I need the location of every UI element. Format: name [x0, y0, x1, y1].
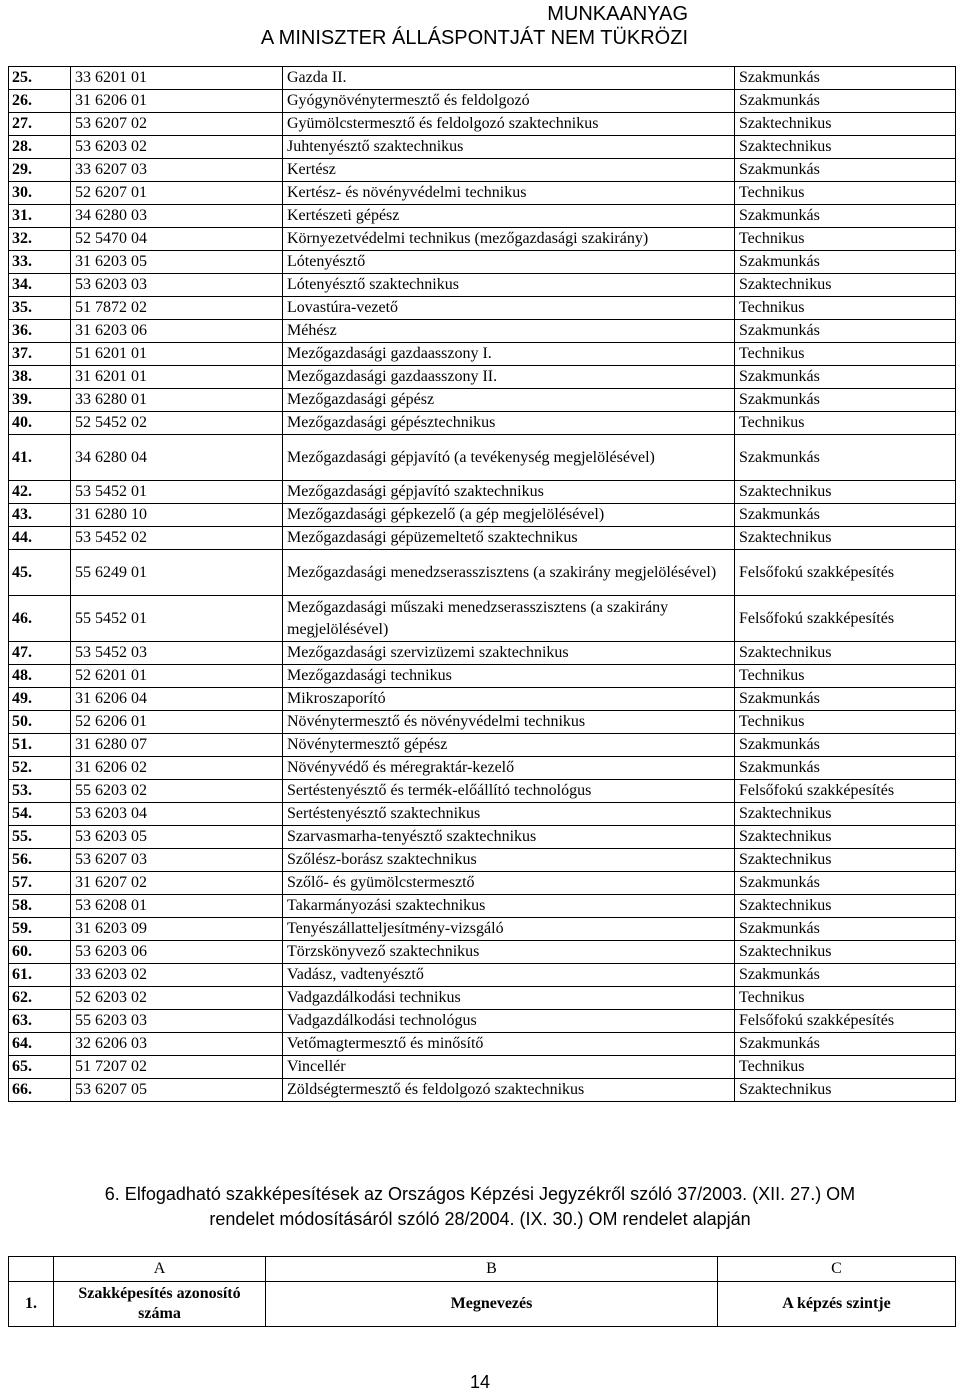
header-line-1: MUNKAANYAG — [547, 3, 688, 25]
level-cell: Szakmunkás — [735, 504, 956, 527]
level-cell: Szakmunkás — [735, 872, 956, 895]
name-cell: Vincellér — [283, 1056, 735, 1079]
row-number-cell: 65. — [9, 1056, 71, 1079]
level-cell: Szakmunkás — [735, 435, 956, 481]
table-row — [9, 274, 956, 297]
code-cell: 53 6203 02 — [71, 136, 283, 159]
code-cell: 55 6203 03 — [71, 1010, 283, 1033]
name-cell: Sertéstenyésztő szaktechnikus — [283, 803, 735, 826]
level-cell: Felsőfokú szakképesítés — [735, 550, 956, 596]
level-cell: Technikus — [735, 1056, 956, 1079]
row-number-cell: 50. — [9, 711, 71, 734]
row-number-cell: 63. — [9, 1010, 71, 1033]
code-cell: 55 5452 01 — [71, 596, 283, 642]
table-row — [9, 90, 956, 113]
accepted-qualifications-table — [8, 1256, 956, 1327]
row-number-cell: 31. — [9, 205, 71, 228]
name-cell: Méhész — [283, 320, 735, 343]
level-cell: Szakmunkás — [735, 366, 956, 389]
code-cell: 55 6203 02 — [71, 780, 283, 803]
code-cell: 31 6206 02 — [71, 757, 283, 780]
corner-cell — [9, 1257, 54, 1282]
table-row — [9, 205, 956, 228]
row-number-cell: 40. — [9, 412, 71, 435]
row-number-cell: 49. — [9, 688, 71, 711]
level-cell: Technikus — [735, 343, 956, 366]
code-cell: 53 6207 03 — [71, 849, 283, 872]
name-cell: Szarvasmarha-tenyésztő szaktechnikus — [283, 826, 735, 849]
name-cell: Kertész — [283, 159, 735, 182]
column-header-row — [9, 1282, 956, 1327]
header-identifier: Szakképesítés azonosító száma — [54, 1282, 266, 1327]
row-number-cell: 27. — [9, 113, 71, 136]
level-cell: Felsőfokú szakképesítés — [735, 780, 956, 803]
table-row — [9, 550, 956, 596]
table-row — [9, 67, 956, 90]
table-row — [9, 987, 956, 1010]
code-cell: 52 5470 04 — [71, 228, 283, 251]
name-cell: Gyümölcstermesztő és feldolgozó szaktechnikus — [283, 113, 735, 136]
column-letter-row — [9, 1257, 956, 1282]
table-row — [9, 136, 956, 159]
row-number-cell: 34. — [9, 274, 71, 297]
level-cell: Szaktechnikus — [735, 849, 956, 872]
row-number-cell: 66. — [9, 1079, 71, 1102]
row-number-cell: 42. — [9, 481, 71, 504]
name-cell: Mezőgazdasági műszaki menedzserasszisztens (a szakirány megjelölésével) — [283, 596, 735, 642]
code-cell: 31 6203 09 — [71, 918, 283, 941]
code-cell: 53 6208 01 — [71, 895, 283, 918]
name-cell: Mezőgazdasági menedzserasszisztens (a szakirány megjelölésével) — [283, 550, 735, 596]
code-cell: 52 6201 01 — [71, 665, 283, 688]
level-cell: Szaktechnikus — [735, 642, 956, 665]
row-number-cell: 33. — [9, 251, 71, 274]
code-cell: 53 6203 05 — [71, 826, 283, 849]
code-cell: 33 6207 03 — [71, 159, 283, 182]
name-cell: Szőlő- és gyümölcstermesztő — [283, 872, 735, 895]
table-row — [9, 849, 956, 872]
column-letter-c: C — [718, 1257, 956, 1282]
code-cell: 53 6203 06 — [71, 941, 283, 964]
name-cell: Lótenyésztő — [283, 251, 735, 274]
code-cell: 53 5452 01 — [71, 481, 283, 504]
row-number-cell: 45. — [9, 550, 71, 596]
code-cell: 52 5452 02 — [71, 412, 283, 435]
level-cell: Szakmunkás — [735, 964, 956, 987]
code-cell: 31 6206 04 — [71, 688, 283, 711]
row-number-cell: 59. — [9, 918, 71, 941]
row-number-cell: 28. — [9, 136, 71, 159]
name-cell: Vadgazdálkodási technikus — [283, 987, 735, 1010]
name-cell: Növényvédő és méregraktár-kezelő — [283, 757, 735, 780]
name-cell: Gyógynövénytermesztő és feldolgozó — [283, 90, 735, 113]
name-cell: Kertészeti gépész — [283, 205, 735, 228]
level-cell: Szakmunkás — [735, 90, 956, 113]
name-cell: Vadász, vadtenyésztő — [283, 964, 735, 987]
column-letter-b: B — [266, 1257, 718, 1282]
level-cell: Technikus — [735, 297, 956, 320]
row-number-cell: 56. — [9, 849, 71, 872]
row-number-cell: 61. — [9, 964, 71, 987]
table-row — [9, 964, 956, 987]
level-cell: Szakmunkás — [735, 205, 956, 228]
code-cell: 52 6203 02 — [71, 987, 283, 1010]
name-cell: Mezőgazdasági gépjavító (a tevékenység megjelölésével) — [283, 435, 735, 481]
table-row — [9, 872, 956, 895]
header-name: Megnevezés — [266, 1282, 718, 1327]
table-row — [9, 918, 956, 941]
level-cell: Szaktechnikus — [735, 826, 956, 849]
level-cell: Szaktechnikus — [735, 481, 956, 504]
draft-header — [261, 2, 688, 50]
name-cell: Mezőgazdasági gépüzemeltető szaktechnikus — [283, 527, 735, 550]
table-row — [9, 320, 956, 343]
code-cell: 55 6249 01 — [71, 550, 283, 596]
section-title — [0, 1182, 960, 1232]
code-cell: 53 6207 05 — [71, 1079, 283, 1102]
row-number-cell: 25. — [9, 67, 71, 90]
table-row — [9, 1079, 956, 1102]
name-cell: Mikroszaporító — [283, 688, 735, 711]
table-row — [9, 412, 956, 435]
table-row — [9, 182, 956, 205]
code-cell: 33 6280 01 — [71, 389, 283, 412]
page-number: 14 — [469, 1372, 491, 1392]
name-cell: Mezőgazdasági gépész — [283, 389, 735, 412]
table-row — [9, 711, 956, 734]
name-cell: Tenyészállatteljesítmény-vizsgáló — [283, 918, 735, 941]
name-cell: Környezetvédelmi technikus (mezőgazdasági szakirány) — [283, 228, 735, 251]
code-cell: 31 6203 06 — [71, 320, 283, 343]
code-cell: 53 6203 03 — [71, 274, 283, 297]
row-number-cell: 64. — [9, 1033, 71, 1056]
table-row — [9, 366, 956, 389]
table-row — [9, 389, 956, 412]
row-number-cell: 44. — [9, 527, 71, 550]
level-cell: Technikus — [735, 987, 956, 1010]
row-number-cell: 52. — [9, 757, 71, 780]
table-row — [9, 665, 956, 688]
name-cell: Növénytermesztő és növényvédelmi technikus — [283, 711, 735, 734]
row-number-cell: 36. — [9, 320, 71, 343]
code-cell: 31 6201 01 — [71, 366, 283, 389]
level-cell: Szaktechnikus — [735, 274, 956, 297]
level-cell: Szakmunkás — [735, 757, 956, 780]
name-cell: Lótenyésztő szaktechnikus — [283, 274, 735, 297]
name-cell: Vetőmagtermesztő és minősítő — [283, 1033, 735, 1056]
code-cell: 31 6203 05 — [71, 251, 283, 274]
code-cell: 31 6280 10 — [71, 504, 283, 527]
name-cell: Mezőgazdasági gépjavító szaktechnikus — [283, 481, 735, 504]
code-cell: 51 7872 02 — [71, 297, 283, 320]
level-cell: Szakmunkás — [735, 159, 956, 182]
qualifications-table — [8, 66, 956, 1102]
row-number-cell: 57. — [9, 872, 71, 895]
code-cell: 31 6207 02 — [71, 872, 283, 895]
name-cell: Növénytermesztő gépész — [283, 734, 735, 757]
table-row — [9, 527, 956, 550]
column-letter-a: A — [54, 1257, 266, 1282]
level-cell: Szaktechnikus — [735, 527, 956, 550]
name-cell: Szőlész-borász szaktechnikus — [283, 849, 735, 872]
name-cell: Mezőgazdasági gazdaasszony I. — [283, 343, 735, 366]
level-cell: Szaktechnikus — [735, 1079, 956, 1102]
level-cell: Szakmunkás — [735, 251, 956, 274]
level-cell: Szakmunkás — [735, 734, 956, 757]
name-cell: Gazda II. — [283, 67, 735, 90]
level-cell: Szaktechnikus — [735, 113, 956, 136]
level-cell: Szakmunkás — [735, 1033, 956, 1056]
row-number-cell: 43. — [9, 504, 71, 527]
code-cell: 53 6203 04 — [71, 803, 283, 826]
code-cell: 32 6206 03 — [71, 1033, 283, 1056]
code-cell: 53 6207 02 — [71, 113, 283, 136]
code-cell: 51 6201 01 — [71, 343, 283, 366]
name-cell: Takarmányozási szaktechnikus — [283, 895, 735, 918]
level-cell: Szakmunkás — [735, 389, 956, 412]
code-cell: 53 5452 03 — [71, 642, 283, 665]
name-cell: Sertéstenyésztő és termék-előállító technológus — [283, 780, 735, 803]
level-cell: Szakmunkás — [735, 320, 956, 343]
table-row — [9, 1056, 956, 1079]
row-number-cell: 55. — [9, 826, 71, 849]
table-row — [9, 1010, 956, 1033]
level-cell: Technikus — [735, 228, 956, 251]
name-cell: Zöldségtermesztő és feldolgozó szaktechnikus — [283, 1079, 735, 1102]
code-cell: 52 6206 01 — [71, 711, 283, 734]
level-cell: Szakmunkás — [735, 688, 956, 711]
table-row — [9, 688, 956, 711]
name-cell: Vadgazdálkodási technológus — [283, 1010, 735, 1033]
row-number-cell: 30. — [9, 182, 71, 205]
table-row — [9, 757, 956, 780]
table-row — [9, 1033, 956, 1056]
header-level: A képzés szintje — [718, 1282, 956, 1327]
row-number-cell: 32. — [9, 228, 71, 251]
row-number-cell: 35. — [9, 297, 71, 320]
name-cell: Lovastúra-vezető — [283, 297, 735, 320]
code-cell: 33 6203 02 — [71, 964, 283, 987]
table-row — [9, 803, 956, 826]
table-row — [9, 895, 956, 918]
level-cell: Technikus — [735, 665, 956, 688]
table-row — [9, 159, 956, 182]
row-number-cell: 60. — [9, 941, 71, 964]
code-cell: 53 5452 02 — [71, 527, 283, 550]
name-cell: Juhtenyésztő szaktechnikus — [283, 136, 735, 159]
table-row — [9, 343, 956, 366]
level-cell: Szakmunkás — [735, 67, 956, 90]
row-number-cell: 58. — [9, 895, 71, 918]
row-number-cell: 48. — [9, 665, 71, 688]
table-row — [9, 228, 956, 251]
section-title-line-2: rendelet módosításáról szóló 28/2004. (IX. 30.) OM rendelet alapján — [209, 1209, 751, 1229]
row-number-cell: 53. — [9, 780, 71, 803]
name-cell: Mezőgazdasági szervizüzemi szaktechnikus — [283, 642, 735, 665]
row-number-cell: 47. — [9, 642, 71, 665]
code-cell: 31 6206 01 — [71, 90, 283, 113]
table-row — [9, 435, 956, 481]
table-row — [9, 251, 956, 274]
row-number-cell: 46. — [9, 596, 71, 642]
name-cell: Kertész- és növényvédelmi technikus — [283, 182, 735, 205]
section-title-line-1: 6. Elfogadható szakképesítések az Országos Képzési Jegyzékről szóló 37/2003. (XII. 27.) OM — [104, 1184, 856, 1204]
table-row — [9, 481, 956, 504]
level-cell: Szaktechnikus — [735, 803, 956, 826]
code-cell: 31 6280 07 — [71, 734, 283, 757]
level-cell: Szakmunkás — [735, 918, 956, 941]
header-line-2: A MINISZTER ÁLLÁSPONTJÁT NEM TÜKRÖZI — [260, 27, 688, 49]
code-cell: 34 6280 04 — [71, 435, 283, 481]
level-cell: Felsőfokú szakképesítés — [735, 1010, 956, 1033]
level-cell: Szaktechnikus — [735, 941, 956, 964]
code-cell: 34 6280 03 — [71, 205, 283, 228]
level-cell: Technikus — [735, 711, 956, 734]
table-row — [9, 297, 956, 320]
row-number-cell: 26. — [9, 90, 71, 113]
row-number-cell: 62. — [9, 987, 71, 1010]
row-number-cell: 41. — [9, 435, 71, 481]
level-cell: Szaktechnikus — [735, 895, 956, 918]
row-number-cell: 37. — [9, 343, 71, 366]
table-row — [9, 504, 956, 527]
table-row — [9, 780, 956, 803]
table-row — [9, 596, 956, 642]
qualifications-table-body — [9, 67, 956, 1102]
table-row — [9, 941, 956, 964]
row-number-cell: 51. — [9, 734, 71, 757]
name-cell: Mezőgazdasági gépkezelő (a gép megjelölésével) — [283, 504, 735, 527]
code-cell: 52 6207 01 — [71, 182, 283, 205]
name-cell: Mezőgazdasági gépésztechnikus — [283, 412, 735, 435]
table-row — [9, 734, 956, 757]
code-cell: 51 7207 02 — [71, 1056, 283, 1079]
table-row — [9, 113, 956, 136]
name-cell: Mezőgazdasági gazdaasszony II. — [283, 366, 735, 389]
row-number-cell: 54. — [9, 803, 71, 826]
level-cell: Szaktechnikus — [735, 136, 956, 159]
level-cell: Technikus — [735, 182, 956, 205]
table-row — [9, 826, 956, 849]
code-cell: 33 6201 01 — [71, 67, 283, 90]
row-number-cell: 39. — [9, 389, 71, 412]
row-number-cell: 38. — [9, 366, 71, 389]
row-number: 1. — [9, 1282, 54, 1327]
name-cell: Törzskönyvező szaktechnikus — [283, 941, 735, 964]
table-row — [9, 642, 956, 665]
name-cell: Mezőgazdasági technikus — [283, 665, 735, 688]
level-cell: Technikus — [735, 412, 956, 435]
level-cell: Felsőfokú szakképesítés — [735, 596, 956, 642]
row-number-cell: 29. — [9, 159, 71, 182]
